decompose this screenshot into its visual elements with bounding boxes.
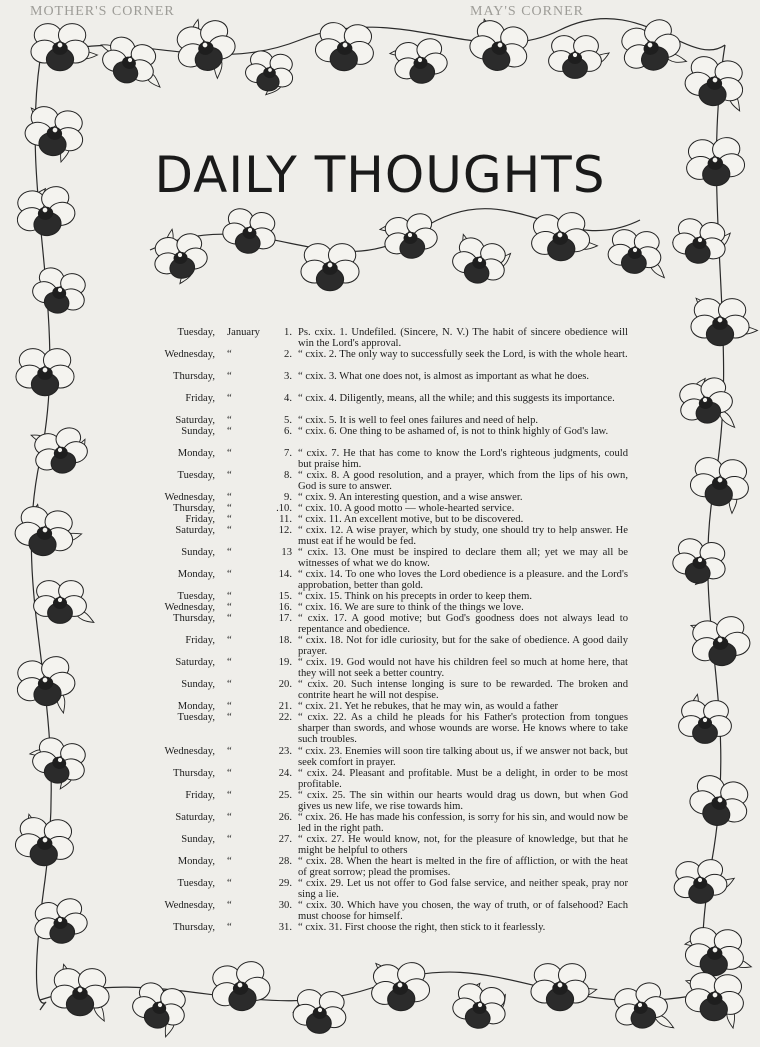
entry-day: Wednesday, [164,900,215,911]
entry-day: Monday, [177,569,215,580]
entry-day: Friday, [185,790,215,801]
entry-month: “ [227,448,232,459]
entry-month: January [227,327,260,338]
list-item [138,415,628,426]
entry-text: “ cxix. 9. An interesting question, and a wise answer. [298,492,523,503]
entry-month: “ [227,547,232,558]
entry-month: “ [227,470,232,481]
entry-text: “ cxix. 5. It is well to feel ones failures and need of help. [298,415,539,426]
list-item [138,602,628,613]
entry-text: “ cxix. 22. As a child he pleads for his Father's protection from tongues sharper than swords, and whose wounds are worse. He knows where to take such troubles. [298,712,628,746]
entry-day: Wednesday, [164,602,215,613]
entry-month: “ [227,900,232,911]
entry-date: 24. [278,768,292,779]
list-item [138,569,628,591]
entry-day: Sunday, [181,426,215,437]
entry-month: “ [227,878,232,889]
entry-month: “ [227,922,232,933]
entry-date: 6. [284,426,292,437]
entry-date: 12. [278,525,292,536]
entry-date: 28. [278,856,292,867]
entry-month: “ [227,768,232,779]
entry-text: “ cxix. 13. One must be inspired to declare them all; yet we may all be witnesses of what we do know. [298,547,628,570]
entry-date: 16. [278,602,292,613]
entry-text: “ cxix. 20. Such intense longing is sure to be rewarded. The broken and contrite heart he will not despise. [298,679,628,702]
entry-month: “ [227,569,232,580]
entry-day: Monday, [177,448,215,459]
entry-month: “ [227,746,232,757]
entry-text: “ cxix. 11. An excellent motive, but to be discovered. [298,514,524,525]
list-item [138,591,628,602]
entry-text: “ cxix. 8. A good resolution, and a prayer, which from the lips of his own, God is sure to answer. [298,470,628,493]
entry-date: 8. [284,470,292,481]
entry-month: “ [227,591,232,602]
entry-day: Sunday, [181,834,215,845]
entry-date: 11. [279,514,292,525]
entry-date: 5. [284,415,292,426]
list-item [138,514,628,525]
entry-text: “ cxix. 26. He has made his confession, is sorry for his sin, and would now be led in the right path. [298,812,628,835]
entry-date: 19. [278,657,292,668]
page-title: DAILY THOUGHTS [154,145,606,204]
entry-date: 1. [284,327,292,338]
entry-text: “ cxix. 14. To one who loves the Lord obedience is a pleasure. and the Lord's approbation, better than gold. [298,569,628,592]
list-item [138,712,628,745]
entry-month: “ [227,712,232,723]
entry-text: “ cxix. 18. Not for idle curiosity, but for the sake of obedience. A good daily prayer. [298,635,628,658]
list-item [138,834,628,856]
entry-day: Friday, [185,393,215,404]
entry-day: Wednesday, [164,746,215,757]
entry-month: “ [227,812,232,823]
entry-day: Thursday, [173,503,215,514]
list-item [138,856,628,878]
entry-day: Sunday, [181,547,215,558]
entry-day: Thursday, [173,613,215,624]
list-item [138,790,628,812]
list-item [138,547,628,569]
entry-date: 23. [278,746,292,757]
list-item [138,448,628,470]
entry-text: “ cxix. 29. Let us not offer to God false service, and neither speak, pray nor sing a lie. [298,878,628,901]
entry-day: Tuesday, [177,712,215,723]
entry-day: Thursday, [173,371,215,382]
entry-day: Monday, [177,701,215,712]
entry-month: “ [227,701,232,712]
entry-date: 17. [278,613,292,624]
entry-day: Friday, [185,514,215,525]
entry-day: Wednesday, [164,349,215,360]
entry-date: 9. [284,492,292,503]
list-item [138,470,628,492]
entry-day: Wednesday, [164,492,215,503]
bleed-text-right: MAY'S CORNER [470,4,584,19]
entry-date: 3. [284,371,292,382]
entry-month: “ [227,426,232,437]
list-item [138,393,628,415]
entry-text: “ cxix. 7. He that has come to know the Lord's righteous judgments, could but praise him. [298,448,628,471]
entry-day: Saturday, [175,812,215,823]
entry-text: “ cxix. 19. God would not have his children feel so much at home here, that they will not seek a better country. [298,657,628,680]
entry-month: “ [227,503,232,514]
entry-day: Saturday, [175,657,215,668]
entry-month: “ [227,393,232,404]
entry-date: 13 [281,547,292,558]
entry-text: Ps. cxix. 1. Undefiled. (Sincere, N. V.) The habit of sincere obedience will win the Lord's approval. [298,327,628,350]
entry-text: “ cxix. 24. Pleasant and profitable. Must be a delight, in order to be most profitable. [298,768,628,791]
entry-day: Sunday, [181,679,215,690]
entry-month: “ [227,371,232,382]
entry-date: .10. [276,503,292,514]
entry-day: Thursday, [173,768,215,779]
entry-text: “ cxix. 28. When the heart is melted in the fire of affliction, or with the heat of great sorrow; plead the promises. [298,856,628,879]
entry-date: 18. [278,635,292,646]
entry-day: Saturday, [175,525,215,536]
entry-day: Monday, [177,856,215,867]
list-item [138,922,628,933]
entry-date: 29. [278,878,292,889]
entry-date: 15. [278,591,292,602]
entry-day: Tuesday, [177,327,215,338]
list-item [138,613,628,635]
entry-text: “ cxix. 23. Enemies will soon tire talking about us, if we answer not back, but seek comfort in prayer. [298,746,628,769]
entry-month: “ [227,679,232,690]
entry-day: Tuesday, [177,878,215,889]
entry-date: 25. [278,790,292,801]
entry-date: 21. [278,701,292,712]
list-item [138,657,628,679]
list-item [138,327,628,349]
list-item [138,878,628,900]
entry-date: 2. [284,349,292,360]
list-item [138,679,628,701]
list-item [138,900,628,922]
entry-date: 4. [284,393,292,404]
entry-text: “ cxix. 10. A good motto — whole-hearted service. [298,503,515,514]
list-item [138,492,628,503]
bleed-text-left: MOTHER'S CORNER [30,4,175,19]
list-item [138,371,628,393]
entry-date: 20. [278,679,292,690]
entry-text: “ cxix. 31. First choose the right, then stick to it fearlessly. [298,922,546,933]
entry-text: “ cxix. 12. A wise prayer, which by study, one should try to help answer. He must eat if he would be fed. [298,525,628,548]
entry-text: “ cxix. 27. He would know, not, for the pleasure of knowledge, but that he might be helpful to others [298,834,628,857]
entry-text: “ cxix. 6. One thing to be ashamed of, is not to think highly of God's law. [298,426,609,437]
entry-month: “ [227,492,232,503]
list-item [138,746,628,768]
entry-month: “ [227,613,232,624]
list-item [138,349,628,371]
entry-day: Thursday, [173,922,215,933]
entry-date: 22. [278,712,292,723]
entry-month: “ [227,349,232,360]
list-item [138,701,628,712]
entry-month: “ [227,514,232,525]
entry-month: “ [227,525,232,536]
entry-month: “ [227,415,232,426]
entry-text: “ cxix. 25. The sin within our hearts would drag us down, but when God gives us new life, we rise towards him. [298,790,628,813]
list-item [138,503,628,514]
entry-date: 27. [278,834,292,845]
entry-date: 14. [278,569,292,580]
list-item [138,812,628,834]
entry-text: “ cxix. 2. The only way to successfully seek the Lord, is with the whole heart. [298,349,628,360]
entry-day: Tuesday, [177,470,215,481]
entry-text: “ cxix. 15. Think on his precepts in order to keep them. [298,591,532,602]
list-item [138,635,628,657]
entry-month: “ [227,602,232,613]
entry-day: Tuesday, [177,591,215,602]
entry-month: “ [227,834,232,845]
entry-text: “ cxix. 21. Yet he rebukes, that he may win, as would a father [298,701,559,712]
entry-text: “ cxix. 3. What one does not, is almost as important as what he does. [298,371,590,382]
entry-date: 31. [278,922,292,933]
entry-text: “ cxix. 16. We are sure to think of the things we love. [298,602,524,613]
entry-text: “ cxix. 30. Which have you chosen, the way of truth, or of falsehood? Each must choose for himself. [298,900,628,923]
entry-date: 30. [278,900,292,911]
list-item [138,525,628,547]
entry-day: Saturday, [175,415,215,426]
entry-month: “ [227,790,232,801]
entry-date: 7. [284,448,292,459]
entry-month: “ [227,635,232,646]
list-item [138,768,628,790]
entry-date: 26. [278,812,292,823]
entry-month: “ [227,657,232,668]
entry-month: “ [227,856,232,867]
entry-text: “ cxix. 4. Diligently, means, all the while; and this suggests its importance. [298,393,615,404]
list-item [138,426,628,448]
entry-day: Friday, [185,635,215,646]
entry-text: “ cxix. 17. A good motive; but God's goodness does not always lead to repentance and obedience. [298,613,628,636]
